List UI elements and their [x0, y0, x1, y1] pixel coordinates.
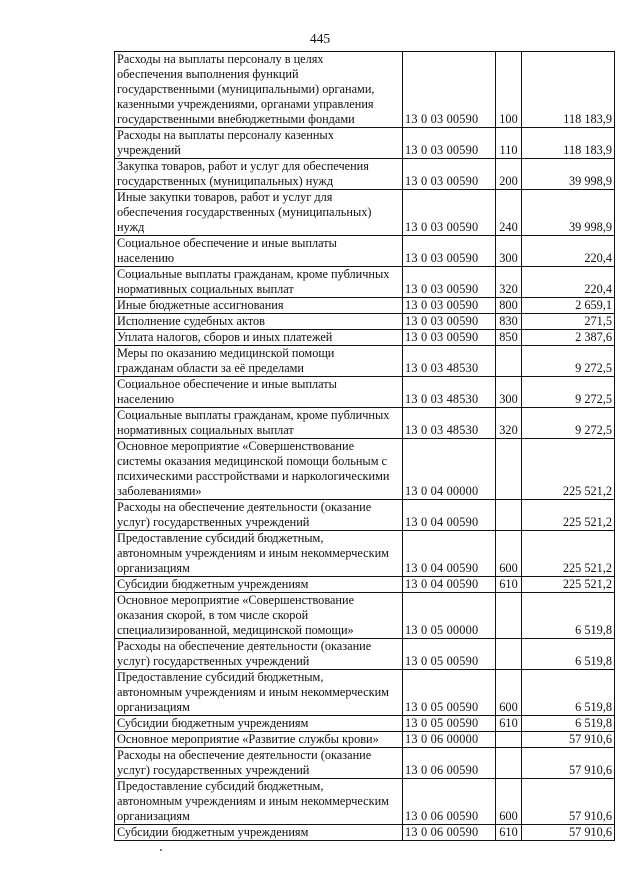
expense-name-cell [115, 748, 403, 779]
expense-type-cell: 600 [496, 531, 522, 577]
amount-cell: 57 910,6 [522, 732, 615, 748]
expense-name-cell [115, 439, 403, 500]
table-row [115, 128, 615, 159]
amount-cell: 225 521,2 [522, 531, 615, 577]
amount-cell: 9 272,5 [522, 408, 615, 439]
table-row [115, 748, 615, 779]
table-row [115, 190, 615, 236]
table-row [115, 531, 615, 577]
expense-name-line: психическими расстройствами и наркологическими [117, 469, 390, 483]
expense-name-cell [115, 531, 403, 577]
expense-name-cell [115, 779, 403, 825]
expense-name-line: Основное мероприятие «Совершенствование [117, 593, 355, 607]
amount-cell: 6 519,8 [522, 639, 615, 670]
expense-name-cell [115, 670, 403, 716]
expense-type-cell [496, 748, 522, 779]
table-row [115, 500, 615, 531]
expense-name-cell [115, 500, 403, 531]
table-row [115, 825, 615, 841]
target-article-code-cell: 13 0 03 48530 [403, 377, 496, 408]
expense-name-line: Социальное обеспечение и иные выплаты [117, 377, 337, 391]
amount-cell: 39 998,9 [522, 190, 615, 236]
expense-name-line: Уплата налогов, сборов и иных платежей [117, 330, 333, 344]
target-article-code-cell: 13 0 04 00000 [403, 439, 496, 500]
amount-cell: 6 519,8 [522, 670, 615, 716]
expense-type-cell [496, 732, 522, 748]
amount-cell: 2 387,6 [522, 330, 615, 346]
budget-table-body [115, 52, 615, 841]
target-article-code-cell: 13 0 05 00590 [403, 716, 496, 732]
expense-type-cell: 600 [496, 670, 522, 716]
expense-name-cell [115, 159, 403, 190]
expense-name-line: автономным учреждениям и иным некоммерческим [117, 685, 389, 699]
expense-type-cell: 320 [496, 408, 522, 439]
expense-name-line: Расходы на выплаты персоналу в целях [117, 52, 324, 66]
expense-name-cell [115, 577, 403, 593]
expense-name-line: государственных (муниципальных) нужд [117, 174, 334, 188]
expense-name-line: обеспечения государственных (муниципальных) [117, 205, 372, 219]
target-article-code-cell: 13 0 06 00590 [403, 825, 496, 841]
target-article-code-cell: 13 0 03 00590 [403, 236, 496, 267]
expense-type-cell: 300 [496, 236, 522, 267]
expense-name-line: услуг) государственных учреждений [117, 515, 310, 529]
target-article-code-cell: 13 0 03 48530 [403, 346, 496, 377]
expense-name-line: Социальные выплаты гражданам, кроме публичных [117, 408, 390, 422]
expense-type-cell: 610 [496, 825, 522, 841]
expense-name-line: оказания скорой, в том числе скорой [117, 608, 309, 622]
amount-cell: 6 519,8 [522, 593, 615, 639]
amount-cell: 118 183,9 [522, 128, 615, 159]
expense-type-cell: 610 [496, 716, 522, 732]
table-row [115, 670, 615, 716]
expense-name-cell [115, 314, 403, 330]
expense-name-line: гражданам области за её пределами [117, 361, 305, 375]
expense-name-line: Иные закупки товаров, работ и услуг для [117, 190, 333, 204]
expense-type-cell: 110 [496, 128, 522, 159]
expense-name-cell [115, 128, 403, 159]
table-row [115, 408, 615, 439]
expense-type-cell [496, 346, 522, 377]
target-article-code-cell: 13 0 04 00590 [403, 531, 496, 577]
expense-type-cell: 610 [496, 577, 522, 593]
expense-name-cell [115, 190, 403, 236]
expense-name-cell [115, 825, 403, 841]
target-article-code-cell: 13 0 05 00590 [403, 639, 496, 670]
expense-type-cell [496, 639, 522, 670]
expense-type-cell: 830 [496, 314, 522, 330]
expense-name-cell [115, 716, 403, 732]
expense-type-cell: 600 [496, 779, 522, 825]
expense-type-cell: 200 [496, 159, 522, 190]
expense-name-cell [115, 52, 403, 128]
table-row [115, 779, 615, 825]
expense-name-line: Иные бюджетные ассигнования [117, 298, 284, 312]
expense-name-cell [115, 267, 403, 298]
expense-name-line: населению [117, 251, 175, 265]
expense-name-line: Расходы на обеспечение деятельности (оказание [117, 639, 372, 653]
expense-name-line: Субсидии бюджетным учреждениям [117, 577, 309, 591]
expense-name-line: Основное мероприятие «Развитие службы крови» [117, 732, 379, 746]
target-article-code-cell: 13 0 05 00590 [403, 670, 496, 716]
expense-name-line: Расходы на обеспечение деятельности (оказание [117, 500, 372, 514]
expense-name-line: государственными (муниципальными) органами, [117, 82, 375, 96]
amount-cell: 225 521,2 [522, 439, 615, 500]
expense-type-cell [496, 593, 522, 639]
amount-cell: 220,4 [522, 267, 615, 298]
expense-name-line: казенными учреждениями, органами управления [117, 97, 374, 111]
scan-speck [160, 849, 162, 851]
expense-name-line: нормативных социальных выплат [117, 282, 294, 296]
table-row [115, 577, 615, 593]
expense-name-cell [115, 298, 403, 314]
expense-name-line: Предоставление субсидий бюджетным, [117, 531, 324, 545]
expense-name-line: системы оказания медицинской помощи больным с [117, 454, 388, 468]
amount-cell: 118 183,9 [522, 52, 615, 128]
amount-cell: 220,4 [522, 236, 615, 267]
expense-name-line: автономным учреждениям и иным некоммерческим [117, 546, 389, 560]
expense-type-cell [496, 500, 522, 531]
amount-cell: 225 521,2 [522, 577, 615, 593]
target-article-code-cell: 13 0 03 00590 [403, 267, 496, 298]
expense-name-line: Субсидии бюджетным учреждениям [117, 825, 309, 839]
expense-name-line: организациям [117, 809, 190, 823]
target-article-code-cell: 13 0 03 00590 [403, 190, 496, 236]
table-row [115, 314, 615, 330]
expense-type-cell: 300 [496, 377, 522, 408]
page-number: 445 [309, 31, 331, 46]
table-row [115, 732, 615, 748]
amount-cell: 2 659,1 [522, 298, 615, 314]
target-article-code-cell: 13 0 03 00590 [403, 298, 496, 314]
amount-cell: 271,5 [522, 314, 615, 330]
expense-name-line: Меры по оказанию медицинской помощи [117, 346, 335, 360]
target-article-code-cell: 13 0 03 00590 [403, 159, 496, 190]
expense-type-cell: 850 [496, 330, 522, 346]
expense-name-line: учреждений [117, 143, 181, 157]
expense-name-line: заболеваниями» [117, 484, 202, 498]
expense-name-cell [115, 732, 403, 748]
expense-type-cell: 240 [496, 190, 522, 236]
expense-name-line: Расходы на выплаты персоналу казенных [117, 128, 334, 142]
expense-name-line: Основное мероприятие «Совершенствование [117, 439, 355, 453]
expense-name-line: населению [117, 392, 175, 406]
expense-name-cell [115, 236, 403, 267]
expense-name-line: Предоставление субсидий бюджетным, [117, 779, 324, 793]
expense-name-cell [115, 346, 403, 377]
target-article-code-cell: 13 0 03 48530 [403, 408, 496, 439]
target-article-code-cell: 13 0 03 00590 [403, 330, 496, 346]
table-row [115, 593, 615, 639]
expense-type-cell: 320 [496, 267, 522, 298]
expense-name-cell [115, 377, 403, 408]
expense-name-line: автономным учреждениям и иным некоммерческим [117, 794, 389, 808]
table-row [115, 159, 615, 190]
target-article-code-cell: 13 0 06 00000 [403, 732, 496, 748]
table-row [115, 298, 615, 314]
table-row [115, 267, 615, 298]
table-row [115, 639, 615, 670]
amount-cell: 57 910,6 [522, 748, 615, 779]
expense-name-line: услуг) государственных учреждений [117, 763, 310, 777]
table-row [115, 377, 615, 408]
expense-name-line: Закупка товаров, работ и услуг для обеспечения [117, 159, 369, 173]
table-row [115, 346, 615, 377]
expense-name-line: государственными внебюджетными фондами [117, 112, 355, 126]
expense-name-line: нужд [117, 220, 145, 234]
table-row [115, 52, 615, 128]
target-article-code-cell: 13 0 05 00000 [403, 593, 496, 639]
expense-name-line: организациям [117, 700, 190, 714]
target-article-code-cell: 13 0 06 00590 [403, 748, 496, 779]
amount-cell: 9 272,5 [522, 346, 615, 377]
expense-name-line: Социальные выплаты гражданам, кроме публичных [117, 267, 390, 281]
expense-name-cell [115, 330, 403, 346]
expense-name-line: нормативных социальных выплат [117, 423, 294, 437]
target-article-code-cell: 13 0 04 00590 [403, 500, 496, 531]
expense-type-cell: 800 [496, 298, 522, 314]
target-article-code-cell: 13 0 03 00590 [403, 314, 496, 330]
amount-cell: 57 910,6 [522, 779, 615, 825]
expense-name-line: Исполнение судебных актов [117, 314, 265, 328]
amount-cell: 6 519,8 [522, 716, 615, 732]
expense-name-line: обеспечения выполнения функций [117, 67, 299, 81]
amount-cell: 57 910,6 [522, 825, 615, 841]
expense-name-line: организациям [117, 561, 190, 575]
table-row [115, 330, 615, 346]
expense-name-line: Расходы на обеспечение деятельности (оказание [117, 748, 372, 762]
expense-type-cell [496, 439, 522, 500]
table-row [115, 439, 615, 500]
table-row [115, 716, 615, 732]
expense-name-line: услуг) государственных учреждений [117, 654, 310, 668]
amount-cell: 9 272,5 [522, 377, 615, 408]
amount-cell: 39 998,9 [522, 159, 615, 190]
target-article-code-cell: 13 0 03 00590 [403, 52, 496, 128]
expense-type-cell: 100 [496, 52, 522, 128]
expense-name-line: специализированной, медицинской помощи» [117, 623, 354, 637]
expense-name-cell [115, 639, 403, 670]
expense-name-line: Предоставление субсидий бюджетным, [117, 670, 324, 684]
target-article-code-cell: 13 0 06 00590 [403, 779, 496, 825]
target-article-code-cell: 13 0 03 00590 [403, 128, 496, 159]
budget-table [114, 51, 615, 841]
expense-name-cell [115, 408, 403, 439]
expense-name-line: Социальное обеспечение и иные выплаты [117, 236, 337, 250]
expense-name-cell [115, 593, 403, 639]
expense-name-line: Субсидии бюджетным учреждениям [117, 716, 309, 730]
amount-cell: 225 521,2 [522, 500, 615, 531]
table-row [115, 236, 615, 267]
target-article-code-cell: 13 0 04 00590 [403, 577, 496, 593]
